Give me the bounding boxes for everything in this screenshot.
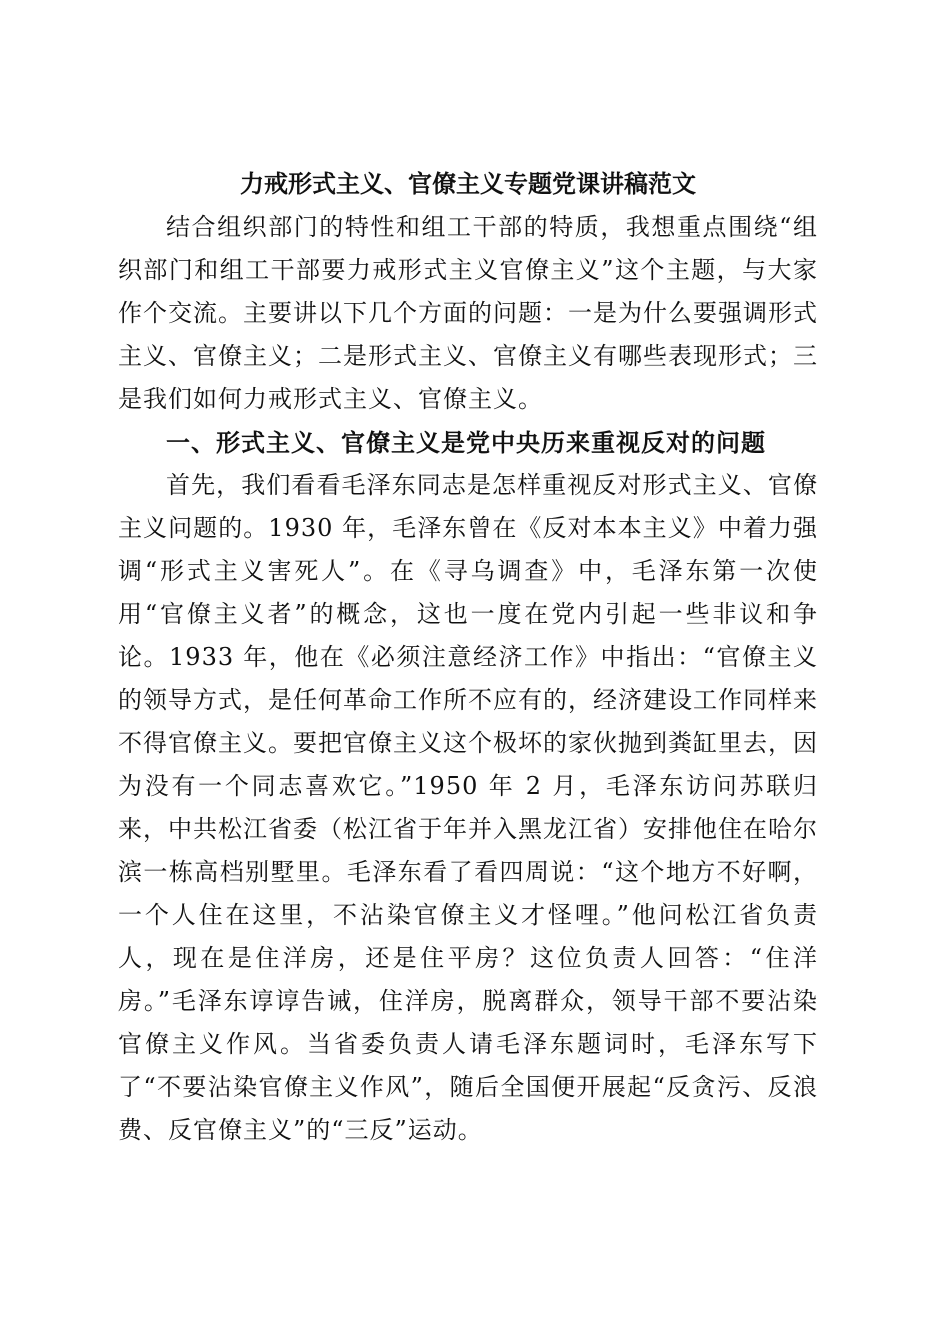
intro-paragraph: 结合组织部门的特性和组工干部的特质，我想重点围绕“组织部门和组工干部要力戒形式主义官僚主义”这个主题，与大家作个交流。主要讲以下几个方面的问题：一是为什么要强调形式主义、官僚主义；二是形式主义、官僚主义有哪些表现形式；三是我们如何力戒形式主义、官僚主义。 (118, 213, 818, 413)
document-title: 力戒形式主义、官僚主义专题党课讲稿范文 (240, 169, 696, 198)
section-paragraph: 首先，我们看看毛泽东同志是怎样重视反对形式主义、官僚主义问题的。1930 年，毛泽东曾在《反对本本主义》中着力强调“形式主义害死人”。在《寻乌调查》中，毛泽东第一次使用“官僚主义者”的概念，这也一度在党内引起一些非议和争论。1933 年，他在《必须注意经济工作》中指出：“官僚主义的领导方式，是任何革命工作所不应有的，经济建设工作同样来不得官僚主义。要把官僚主义这个极坏的家伙抛到粪缸里去，因为没有一个同志喜欢它。”1950 年 2 月，毛泽东访问苏联归来，中共松江省委（松江省于年并入黑龙江省）安排他住在哈尔滨一栋高档别墅里。毛泽东看了看四周说：“这个地方不好啊，一个人住在这里，不沾染官僚主义才怪哩。”他问松江省负责人，现在是住洋房，还是住平房？这位负责人回答：“住洋房。”毛泽东谆谆告诫，住洋房，脱离群众，领导干部不要沾染官僚主义作风。当省委负责人请毛泽东题词时，毛泽东写下了“不要沾染官僚主义作风”，随后全国便开展起“反贪污、反浪费、反官僚主义”的“三反”运动。 (118, 471, 818, 1144)
document-body (118, 162, 818, 1152)
section-heading: 一、形式主义、官僚主义是党中央历来重视反对的问题 (166, 428, 766, 457)
